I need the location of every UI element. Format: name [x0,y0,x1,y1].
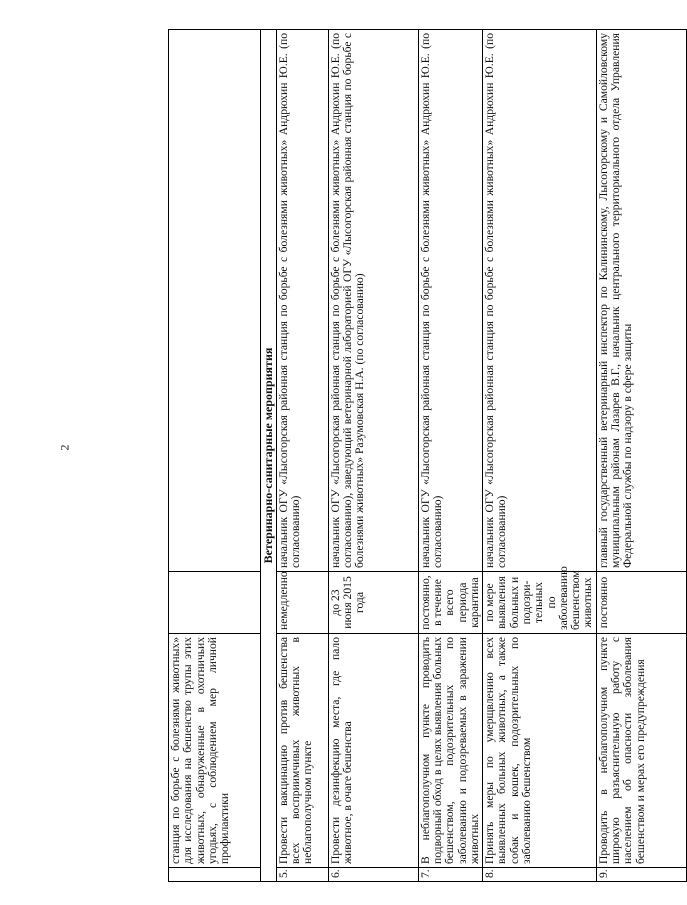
row-number: 6. [328,868,418,882]
row-action: Провести вакцинацию против бешенства всех восприимчивых животных в неблагополучном пункте [276,634,328,868]
row-action: Провести дезинфекцию места, где пало животное, в очаге бешенства [328,634,418,868]
row-term: немедленно [276,572,328,634]
row-action: станция по борьбе с болезнями животных» для исследования на бешенство трупы этих животных, обнаруженные в охотничьих угодьях, с соблюдением мер личной профилактики [169,634,261,868]
row-responsible: начальник ОГУ «Лысогорская районная станция по борьбе с болезнями животных» Андрюхин Ю.Е. (по согласованию) [483,30,597,572]
row-number: 9. [596,868,686,882]
row-action: Принять меры по умерщвлению всех выявленных больных животных, а также собак и кошек, подозрительных по заболеванию бешенством [483,634,597,868]
row-responsible: начальник ОГУ «Лысогорская районная станция по борьбе с болезнями животных» Андрюхин Ю.Е. (по согласованию) [276,30,328,572]
row-term [169,572,261,634]
table-row [596,30,686,882]
row-responsible [169,30,261,572]
row-responsible: главный государственный ветеринарный инспектор по Калининскому, Лысогорскому и Самойловскому муниципальным районам Лазарев В.Г., начальник центрального территориального отдела Управления Федеральной службы по надзору в сфере защиты [596,30,686,572]
row-term: до 23 июня 2015 года [328,572,418,634]
table-row-continuation [169,30,261,882]
row-number: 7. [418,868,482,882]
table-row [328,30,418,882]
row-action: Проводить в неблагополучном пункте широкую разъяснительную работу с населением об опасности заболевания бешенством и мерах его предупреждения [596,634,686,868]
row-term: постоянно [596,572,686,634]
page-number: 2 [57,444,72,451]
table-row [276,30,328,882]
row-responsible: начальник ОГУ «Лысогорская районная станция по борьбе с болезнями животных» Андрюхин Ю.Е. (по согласованию) [418,30,482,572]
row-number: 8. [483,868,597,882]
table-row [418,30,482,882]
row-term: постоянно, в течение всего периода карантина [418,572,482,634]
row-term: по мере выявления больных и подозри-тельных по заболеванию бешенством животных [483,572,597,634]
section-header-row [261,30,277,882]
row-action: В неблагополучном пункте проводить подворный обход в целях выявления больных бешенством, подозрительных по заболеванию и подозреваемых в заражении животных [418,634,482,868]
row-responsible: начальник ОГУ «Лысогорская районная станция по борьбе с болезнями животных» Андрюхин Ю.Е. (по согласованию), заведующий ветеринарной лабораторией ОГУ «Лысогорская районная станция по борьбе с болезнями животных» Разумовская Н.А. (по согласованию) [328,30,418,572]
measures-table [168,29,687,882]
row-number [169,868,261,882]
row-number: 5. [276,868,328,882]
table-row [483,30,597,882]
section-title: Ветеринарно-санитарные мероприятия [261,30,277,882]
